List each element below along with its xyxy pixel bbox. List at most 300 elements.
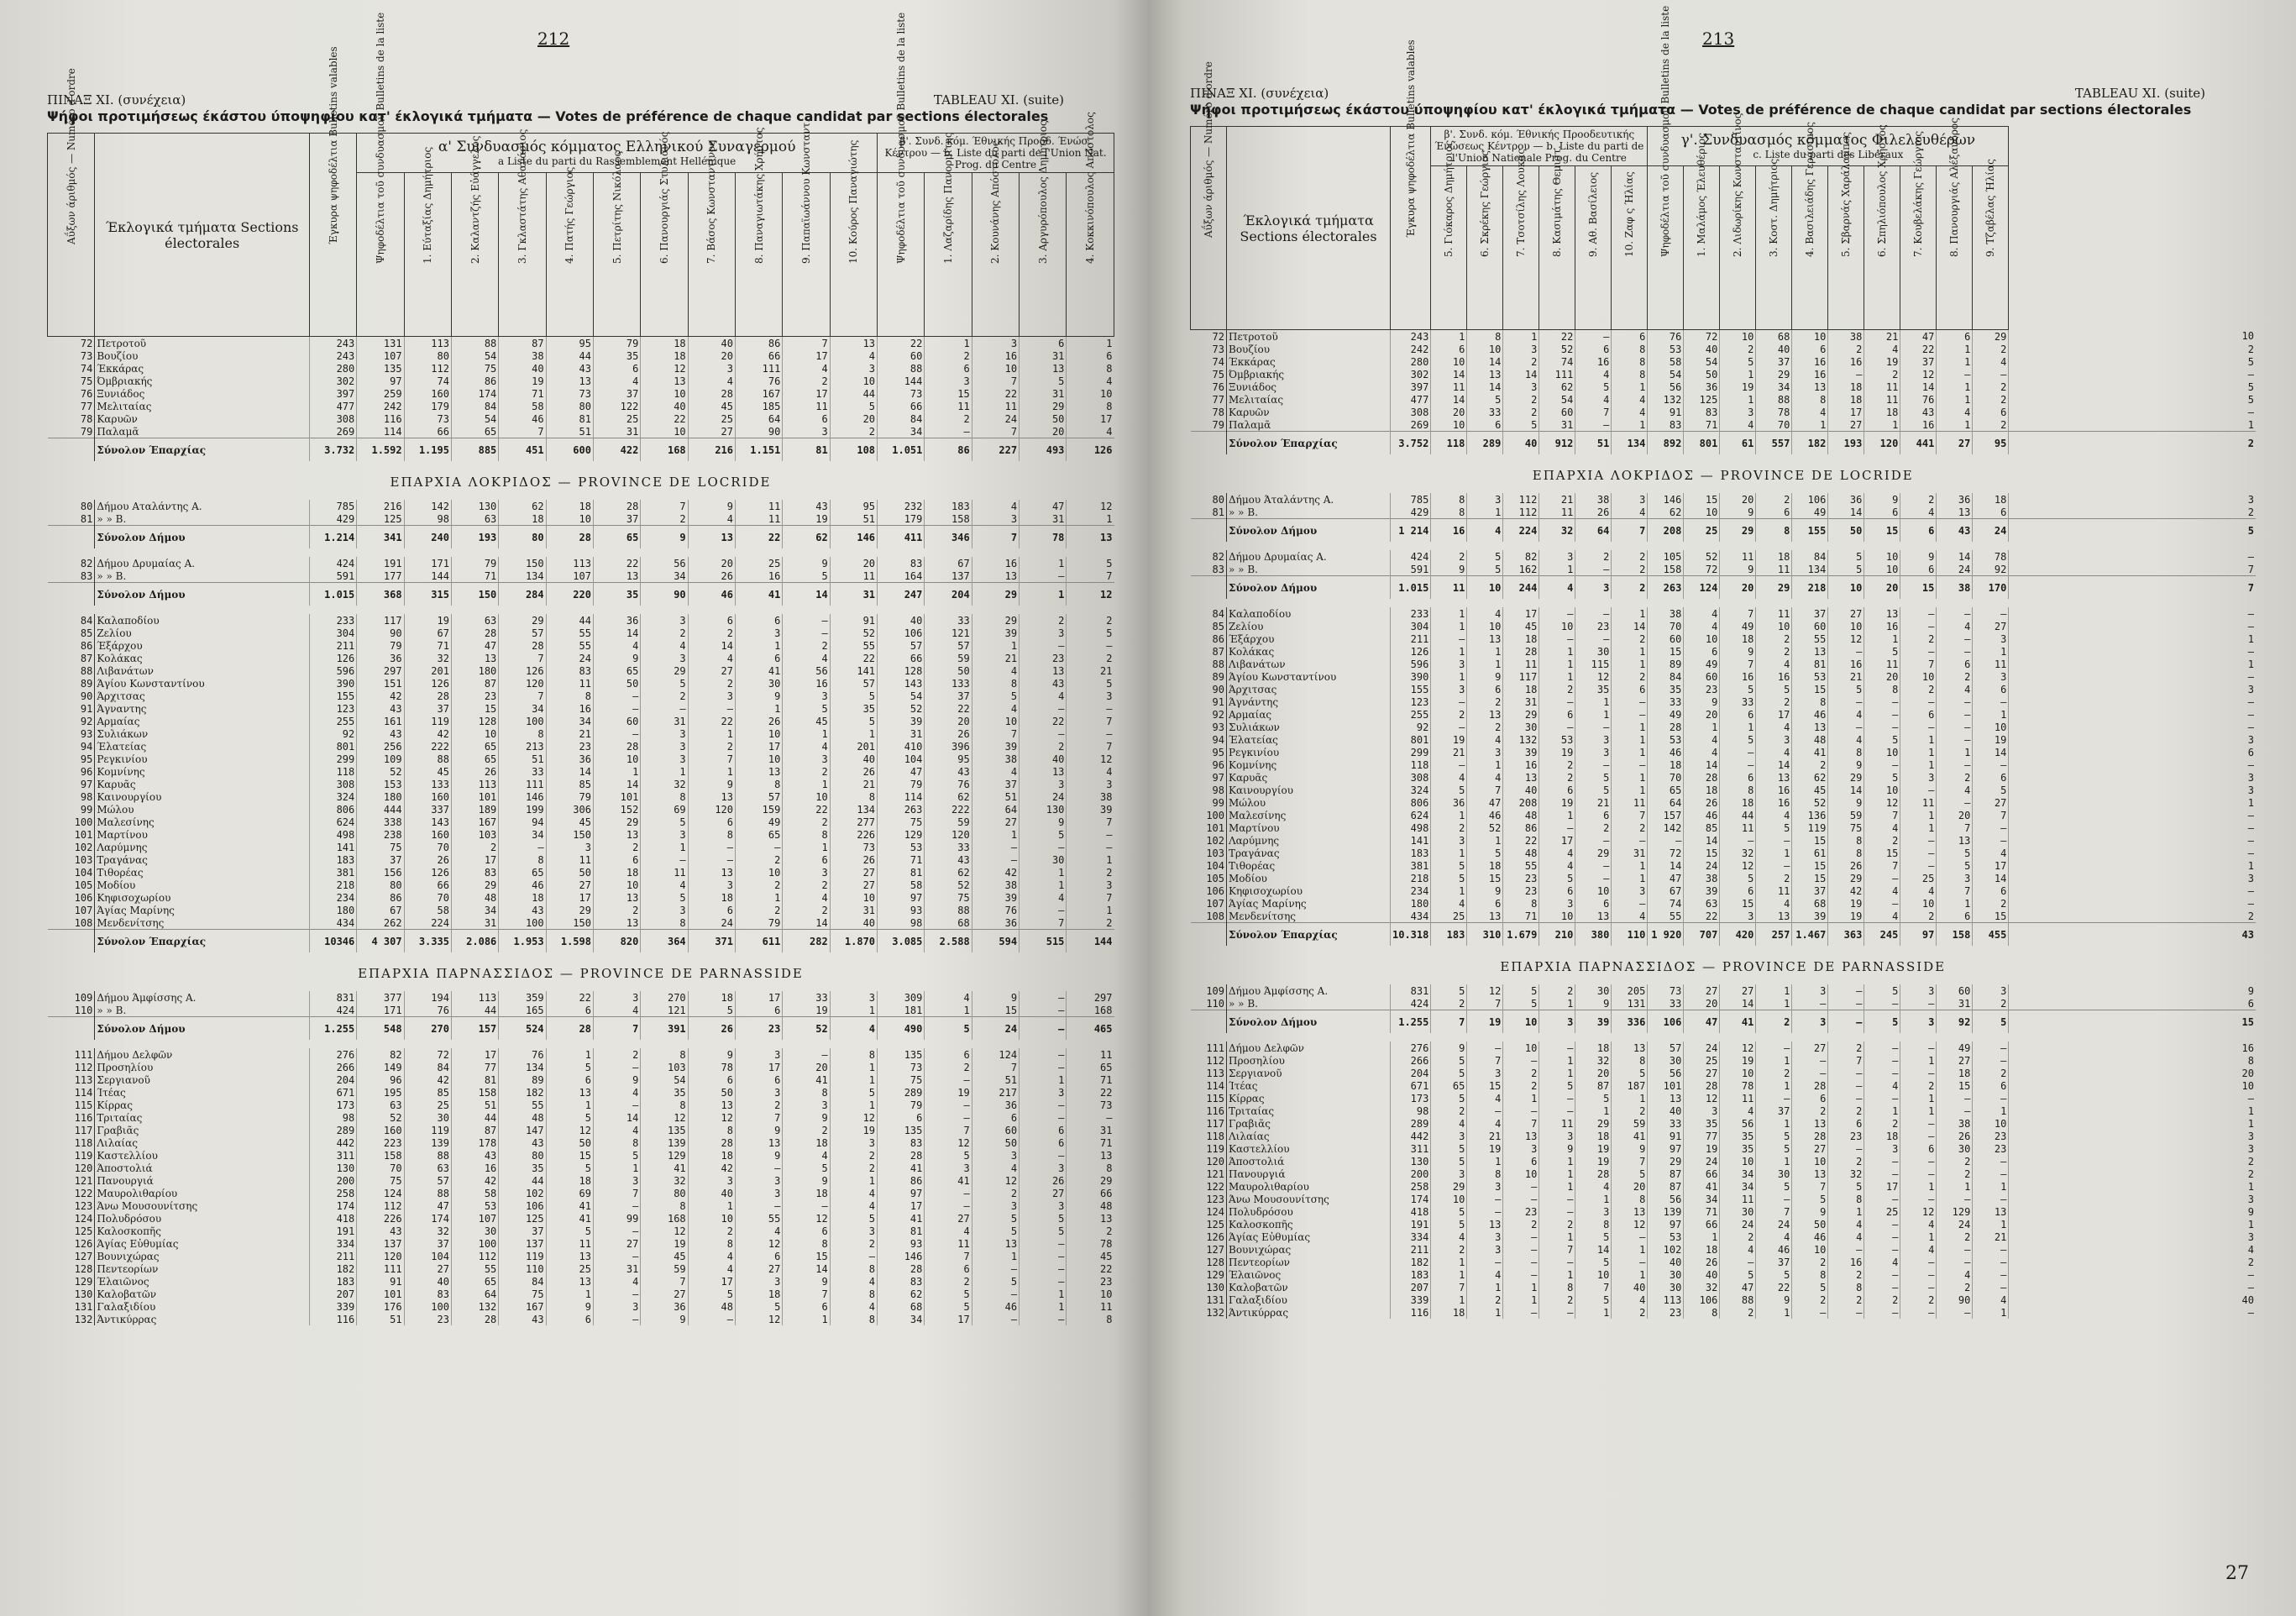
vote-cell: 1 bbox=[1900, 821, 1937, 834]
section-name: » » Β. bbox=[1227, 997, 1391, 1010]
vote-cell: 135 bbox=[641, 1124, 688, 1136]
row-number: 77 bbox=[1191, 393, 1227, 406]
vote-cell: 26 bbox=[736, 715, 783, 727]
row-number: 127 bbox=[48, 1250, 95, 1262]
vote-cell: 2 bbox=[1720, 1306, 1756, 1319]
section-name: Έξάρχου bbox=[1227, 632, 1391, 645]
total-cell: 210 bbox=[1539, 923, 1575, 947]
vote-cell: 4 bbox=[1828, 1218, 1864, 1230]
vote-cell: 87 bbox=[1648, 1180, 1684, 1193]
vote-cell: 13 bbox=[736, 765, 783, 778]
vote-cell: 57 bbox=[925, 639, 972, 652]
total-cell: 336 bbox=[1612, 1010, 1648, 1034]
total-cell: 2 bbox=[1756, 1010, 1792, 1034]
vote-cell: 10 bbox=[1864, 746, 1900, 758]
vote-cell: 33 bbox=[1720, 695, 1756, 708]
vote-cell: 13 bbox=[688, 790, 735, 803]
vote-cell: — bbox=[1612, 1230, 1648, 1243]
vote-cell: 8 bbox=[830, 1048, 877, 1061]
vote-cell: 2 bbox=[972, 1187, 1019, 1199]
section-name: Έκκάρας bbox=[95, 362, 310, 375]
vote-cell: 1 bbox=[1612, 1268, 1648, 1281]
vote-cell: 5 bbox=[1503, 418, 1539, 432]
vote-cell: 1 bbox=[1612, 607, 1648, 620]
vote-cell: 71 bbox=[1067, 1136, 1114, 1149]
vote-cell: 9 bbox=[1900, 550, 1937, 563]
vote-cell: 29 bbox=[972, 614, 1019, 627]
total-cell: 1.953 bbox=[499, 930, 546, 953]
vote-cell: 16 bbox=[1864, 620, 1900, 632]
vote-cell: 12 bbox=[1864, 796, 1900, 809]
vote-cell: — bbox=[593, 727, 640, 740]
vote-cell: 3 bbox=[1612, 493, 1648, 506]
vote-cell: 4 bbox=[641, 639, 688, 652]
column-header: 9. Αθ. Βασίλειος bbox=[1575, 166, 1612, 330]
vote-cell: 176 bbox=[357, 1300, 404, 1313]
vote-cell: 113 bbox=[1648, 1293, 1684, 1306]
vote-cell: 22 bbox=[1539, 330, 1575, 344]
vote-cell: — bbox=[2009, 645, 2256, 658]
vote-cell: 139 bbox=[404, 1136, 451, 1149]
vote-cell: 136 bbox=[1792, 809, 1828, 821]
vote-cell: — bbox=[1467, 1205, 1503, 1218]
table-row bbox=[1191, 1218, 2257, 1230]
vote-cell: 4 bbox=[1864, 821, 1900, 834]
vote-cell: 18 bbox=[1503, 632, 1539, 645]
vote-cell: 5 bbox=[830, 400, 877, 412]
vote-cell: — bbox=[1612, 897, 1648, 910]
total-cell: 441 bbox=[1900, 432, 1937, 455]
vote-cell: — bbox=[1575, 418, 1612, 432]
section-name: Καστελλίου bbox=[95, 1149, 310, 1162]
vote-cell: 6 bbox=[1539, 784, 1575, 796]
vote-cell: 7 bbox=[1067, 816, 1114, 828]
table-row bbox=[1191, 1054, 2257, 1067]
vote-cell: 2 bbox=[1431, 821, 1467, 834]
table-row bbox=[48, 690, 1114, 702]
table-row bbox=[1191, 746, 2257, 758]
vote-cell: 144 bbox=[404, 569, 451, 583]
vote-cell: 11 bbox=[546, 853, 593, 866]
vote-cell: 72 bbox=[1684, 330, 1720, 344]
vote-cell: 2 bbox=[1900, 1079, 1937, 1092]
vote-cell: 24 bbox=[546, 652, 593, 664]
vote-cell: 18 bbox=[1720, 632, 1756, 645]
vote-cell: 7 bbox=[1067, 891, 1114, 904]
vote-cell: 17 bbox=[1539, 834, 1575, 847]
vote-cell: 29 bbox=[1020, 400, 1067, 412]
vote-cell: 3 bbox=[2009, 1193, 2256, 1205]
vote-cell: 306 bbox=[546, 803, 593, 816]
caption-greek: ΠΙΝΑΞ XI. (συνέχεια) bbox=[1190, 86, 1329, 101]
spacer bbox=[1191, 599, 2257, 607]
vote-cell: 424 bbox=[309, 1004, 356, 1017]
column-header: 7. Κουβελάκης Γεώργιος bbox=[1900, 166, 1937, 330]
vote-cell: 12 bbox=[1900, 368, 1937, 380]
vote-cell: — bbox=[1900, 645, 1937, 658]
vote-cell: — bbox=[1973, 1281, 2009, 1293]
vote-cell: 24 bbox=[1020, 790, 1067, 803]
vote-cell: — bbox=[1539, 1104, 1575, 1117]
total-cell: 263 bbox=[1648, 576, 1684, 600]
vote-cell: 263 bbox=[878, 803, 925, 816]
vote-cell: 4 bbox=[1020, 891, 1067, 904]
table-row bbox=[1191, 645, 2257, 658]
vote-cell: 226 bbox=[830, 828, 877, 841]
vote-cell: 3 bbox=[736, 627, 783, 639]
vote-cell: — bbox=[1900, 1167, 1937, 1180]
vote-cell: 44 bbox=[546, 614, 593, 627]
vote-cell: 8 bbox=[1431, 506, 1467, 519]
vote-cell: 289 bbox=[878, 1086, 925, 1099]
vote-cell: 77 bbox=[451, 1061, 498, 1073]
vote-cell: 12 bbox=[972, 1174, 1019, 1187]
vote-cell: 14 bbox=[1828, 506, 1864, 519]
row-number: 101 bbox=[48, 828, 95, 841]
vote-cell: 66 bbox=[1684, 1167, 1720, 1180]
vote-cell: 806 bbox=[309, 803, 356, 816]
vote-cell: 266 bbox=[309, 1061, 356, 1073]
total-cell: 224 bbox=[1503, 519, 1539, 543]
vote-cell: 1 bbox=[2009, 658, 2256, 670]
table-row bbox=[1191, 632, 2257, 645]
vote-cell: 117 bbox=[1503, 670, 1539, 683]
section-name: Άρχιτσας bbox=[1227, 683, 1391, 695]
vote-cell: 80 bbox=[357, 879, 404, 891]
table-row bbox=[48, 1149, 1114, 1162]
table-row bbox=[1191, 1117, 2257, 1130]
vote-cell: 3 bbox=[1467, 1180, 1503, 1193]
vote-cell: 4 bbox=[1864, 343, 1900, 355]
total-cell: 244 bbox=[1503, 576, 1539, 600]
vote-cell: 14 bbox=[1612, 620, 1648, 632]
vote-cell: 338 bbox=[357, 816, 404, 828]
vote-cell: 5 bbox=[2009, 393, 2256, 406]
vote-cell: 10 bbox=[1900, 670, 1937, 683]
section-name: Σεργιανοῦ bbox=[95, 1073, 310, 1086]
vote-cell: — bbox=[1900, 859, 1937, 872]
total-cell: 120 bbox=[1864, 432, 1900, 455]
vote-cell: 116 bbox=[1391, 1306, 1431, 1319]
vote-cell: 17 bbox=[783, 387, 830, 400]
vote-cell: 14 bbox=[1720, 997, 1756, 1010]
column-header: 9. Τζαβέλας Ήλίας bbox=[1973, 166, 2009, 330]
vote-cell: 2 bbox=[1937, 1155, 1973, 1167]
vote-cell: 21 bbox=[1973, 1230, 2009, 1243]
vote-cell: 18 bbox=[1648, 758, 1684, 771]
vote-cell: 37 bbox=[1756, 355, 1792, 368]
vote-cell: 3 bbox=[1575, 1205, 1612, 1218]
vote-cell: 10 bbox=[1792, 330, 1828, 344]
vote-cell: 24 bbox=[1684, 1041, 1720, 1054]
vote-cell: 5 bbox=[546, 1111, 593, 1124]
vote-cell: 10 bbox=[1720, 1067, 1756, 1079]
vote-cell: 33 bbox=[1648, 695, 1684, 708]
vote-cell: 2 bbox=[925, 412, 972, 425]
total-cell: 81 bbox=[783, 438, 830, 462]
row-number: 115 bbox=[1191, 1092, 1227, 1104]
vote-cell: 27 bbox=[830, 866, 877, 879]
vote-cell: 67 bbox=[357, 904, 404, 916]
vote-cell: 785 bbox=[1391, 493, 1431, 506]
vote-cell: 204 bbox=[1391, 1067, 1431, 1079]
vote-cell: 13 bbox=[1067, 1212, 1114, 1225]
vote-cell: 65 bbox=[451, 1275, 498, 1288]
caption-french: TABLEAU XI. (suite) bbox=[2074, 86, 2205, 101]
vote-cell: 15 bbox=[1973, 910, 2009, 923]
vote-cell: 165 bbox=[499, 1004, 546, 1017]
vote-cell: 150 bbox=[546, 916, 593, 930]
vote-cell: 1 bbox=[1612, 771, 1648, 784]
column-header: 8. Κασιμάτης Θεμιστ. bbox=[1539, 166, 1575, 330]
vote-cell: 12 bbox=[830, 1111, 877, 1124]
total-cell: 5 bbox=[1973, 1010, 2009, 1034]
vote-cell: 18 bbox=[1937, 1067, 1973, 1079]
vote-cell: 12 bbox=[1720, 1041, 1756, 1054]
vote-cell: 9 bbox=[1828, 758, 1864, 771]
total-cell: 820 bbox=[593, 930, 640, 953]
vote-cell: 6 bbox=[688, 904, 735, 916]
vote-cell: 3 bbox=[641, 753, 688, 765]
vote-cell: — bbox=[1864, 997, 1900, 1010]
vote-cell: 3 bbox=[1864, 1142, 1900, 1155]
vote-cell: 34 bbox=[499, 828, 546, 841]
vote-cell: 103 bbox=[641, 1061, 688, 1073]
vote-cell: 47 bbox=[1648, 872, 1684, 884]
table-row bbox=[1191, 758, 2257, 771]
section-name: Μαλεσίνης bbox=[1227, 809, 1391, 821]
section-name: Λαρύμνης bbox=[1227, 834, 1391, 847]
vote-cell: 11 bbox=[1720, 1092, 1756, 1104]
section-name: Ρεγκινίου bbox=[1227, 746, 1391, 758]
vote-cell: 141 bbox=[309, 841, 356, 853]
vote-cell: 50 bbox=[1020, 412, 1067, 425]
vote-cell: — bbox=[1973, 1243, 2009, 1256]
vote-cell: 671 bbox=[1391, 1079, 1431, 1092]
vote-cell: 29 bbox=[1828, 872, 1864, 884]
vote-cell: 71 bbox=[404, 639, 451, 652]
vote-cell: 2 bbox=[783, 1124, 830, 1136]
table-row bbox=[48, 879, 1114, 891]
vote-cell: 10 bbox=[1431, 1193, 1467, 1205]
vote-cell: 44 bbox=[451, 1111, 498, 1124]
vote-cell: 6 bbox=[1900, 708, 1937, 721]
vote-cell: 4 bbox=[783, 652, 830, 664]
section-name: Άνω Μουσουνίτσης bbox=[1227, 1193, 1391, 1205]
section-name: Άγίας Εὐθυμίας bbox=[1227, 1230, 1391, 1243]
table-row bbox=[1191, 658, 2257, 670]
vote-cell: 13 bbox=[1792, 1167, 1828, 1180]
vote-cell: 66 bbox=[878, 400, 925, 412]
row-number bbox=[48, 526, 95, 549]
vote-cell: 4 bbox=[593, 1275, 640, 1288]
vote-cell: 2 bbox=[1973, 997, 2009, 1010]
vote-cell: 6 bbox=[1020, 1124, 1067, 1136]
vote-cell: 3 bbox=[1973, 632, 2009, 645]
vote-cell: 15 bbox=[1467, 1079, 1503, 1092]
vote-cell: 7 bbox=[1467, 784, 1503, 796]
vote-cell: 233 bbox=[309, 614, 356, 627]
vote-cell: 9 bbox=[688, 1048, 735, 1061]
vote-cell: — bbox=[593, 702, 640, 715]
vote-cell: 18 bbox=[546, 500, 593, 512]
vote-cell: 44 bbox=[1720, 809, 1756, 821]
section-name: Γαλαξιδίου bbox=[95, 1300, 310, 1313]
vote-cell: 20 bbox=[1864, 670, 1900, 683]
vote-cell: 37 bbox=[1792, 884, 1828, 897]
vote-cell: 60 bbox=[1539, 406, 1575, 418]
section-name: Μελιταίας bbox=[95, 400, 310, 412]
vote-cell: 2 bbox=[783, 904, 830, 916]
vote-cell: 28 bbox=[878, 1262, 925, 1275]
vote-cell: — bbox=[1937, 1256, 1973, 1268]
vote-cell: 1 bbox=[1539, 1167, 1575, 1180]
section-name: Πετροτοῦ bbox=[1227, 330, 1391, 344]
vote-cell: 73 bbox=[1648, 984, 1684, 997]
vote-cell: 97 bbox=[1648, 1142, 1684, 1155]
row-number: 82 bbox=[48, 557, 95, 569]
vote-cell: 1 bbox=[546, 1288, 593, 1300]
vote-cell: — bbox=[736, 1162, 783, 1174]
row-number: 103 bbox=[48, 853, 95, 866]
vote-cell: 498 bbox=[309, 828, 356, 841]
vote-cell: 13 bbox=[1467, 910, 1503, 923]
table-row bbox=[1191, 1067, 2257, 1079]
row-number: 94 bbox=[1191, 733, 1227, 746]
vote-cell: 146 bbox=[878, 1250, 925, 1262]
section-name: Βουνιχώρας bbox=[1227, 1243, 1391, 1256]
vote-cell: 1 bbox=[1612, 658, 1648, 670]
vote-cell: 2 bbox=[1900, 910, 1937, 923]
header-group-a: α' Συνδυασμός κόμματος Ελληνικού Συναγερμού a Liste du parti du Rassemblement Hellénique bbox=[357, 134, 878, 173]
vote-cell: 16 bbox=[1756, 796, 1792, 809]
vote-cell: — bbox=[1431, 721, 1467, 733]
table-row bbox=[1191, 708, 2257, 721]
vote-cell: 12 bbox=[641, 362, 688, 375]
vote-cell: 297 bbox=[1067, 991, 1114, 1004]
vote-cell: 211 bbox=[1391, 1243, 1431, 1256]
section-name: Κηφισοχωρίου bbox=[1227, 884, 1391, 897]
vote-cell: 39 bbox=[972, 740, 1019, 753]
vote-cell: 5 bbox=[1720, 355, 1756, 368]
vote-cell: 32 bbox=[404, 652, 451, 664]
vote-cell: 424 bbox=[1391, 997, 1431, 1010]
vote-cell: 13 bbox=[1792, 721, 1828, 733]
vote-cell: — bbox=[783, 614, 830, 627]
total-cell: 90 bbox=[641, 583, 688, 606]
vote-cell: 4 bbox=[1864, 1079, 1900, 1092]
vote-cell: 10 bbox=[1792, 1155, 1828, 1167]
vote-cell: 31 bbox=[830, 904, 877, 916]
vote-cell: 2 bbox=[1503, 393, 1539, 406]
vote-cell: — bbox=[1431, 695, 1467, 708]
vote-cell: 13 bbox=[546, 1250, 593, 1262]
vote-cell: 2 bbox=[1467, 721, 1503, 733]
vote-cell: 2 bbox=[593, 841, 640, 853]
vote-cell: 2 bbox=[1612, 1104, 1648, 1117]
vote-cell: 6 bbox=[1575, 343, 1612, 355]
vote-cell: — bbox=[1864, 1054, 1900, 1067]
vote-cell: — bbox=[2009, 620, 2256, 632]
vote-cell: 5 bbox=[830, 1212, 877, 1225]
vote-cell: 9 bbox=[1575, 997, 1612, 1010]
vote-cell: 4 bbox=[1612, 910, 1648, 923]
vote-cell: 4 bbox=[783, 362, 830, 375]
vote-cell: 49 bbox=[1937, 1041, 1973, 1054]
vote-cell: 43 bbox=[357, 1225, 404, 1237]
vote-cell: 41 bbox=[1792, 746, 1828, 758]
vote-cell: — bbox=[1575, 330, 1612, 344]
total-cell: 364 bbox=[641, 930, 688, 953]
vote-cell: 10 bbox=[1792, 1243, 1828, 1256]
vote-cell: 32 bbox=[641, 1174, 688, 1187]
vote-cell: 10 bbox=[736, 727, 783, 740]
vote-cell: 39 bbox=[1067, 803, 1114, 816]
vote-cell: 15 bbox=[451, 702, 498, 715]
vote-cell: — bbox=[1539, 1092, 1575, 1104]
vote-cell: 7 bbox=[972, 727, 1019, 740]
vote-cell: 11 bbox=[1973, 658, 2009, 670]
total-cell: 4 bbox=[1539, 576, 1575, 600]
vote-cell: 10 bbox=[1431, 355, 1467, 368]
total-cell: 1.151 bbox=[736, 438, 783, 462]
vote-cell: 4 bbox=[1684, 746, 1720, 758]
vote-cell: 10 bbox=[1067, 1288, 1114, 1300]
vote-cell: 36 bbox=[641, 1300, 688, 1313]
table-row bbox=[1191, 1306, 2257, 1319]
vote-cell: 4 bbox=[830, 349, 877, 362]
vote-cell: 35 bbox=[641, 1086, 688, 1099]
vote-cell: 88 bbox=[451, 337, 498, 350]
vote-cell: 12 bbox=[1067, 753, 1114, 765]
vote-cell: 4 bbox=[1467, 1268, 1503, 1281]
column-header: 3. Κοστ. Δημήτριος bbox=[1756, 166, 1792, 330]
total-cell: 64 bbox=[1575, 519, 1612, 543]
vote-cell: 6 bbox=[1539, 708, 1575, 721]
vote-cell: 149 bbox=[357, 1061, 404, 1073]
vote-cell: 10 bbox=[1575, 884, 1612, 897]
spacer bbox=[48, 548, 1114, 557]
vote-cell: 4 bbox=[1539, 847, 1575, 859]
page-number: 212 bbox=[537, 29, 570, 49]
vote-cell: 4 bbox=[1756, 1230, 1792, 1243]
vote-cell: 81 bbox=[878, 866, 925, 879]
table-row bbox=[48, 1086, 1114, 1099]
vote-cell: 43 bbox=[451, 1149, 498, 1162]
vote-cell: 167 bbox=[499, 1300, 546, 1313]
column-header: 8. Πανουργιάς Αλέξανδρος bbox=[1937, 166, 1973, 330]
vote-cell: 2 bbox=[1020, 740, 1067, 753]
section-name: Λιλαίας bbox=[1227, 1130, 1391, 1142]
vote-cell: 121 bbox=[641, 1004, 688, 1017]
table-row bbox=[1191, 872, 2257, 884]
vote-cell: 2 bbox=[736, 879, 783, 891]
vote-cell: 121 bbox=[925, 627, 972, 639]
vote-cell: 40 bbox=[830, 753, 877, 765]
vote-cell: — bbox=[2009, 834, 2256, 847]
row-number: 130 bbox=[1191, 1281, 1227, 1293]
vote-cell: 13 bbox=[736, 1136, 783, 1149]
total-cell: 4 bbox=[1467, 519, 1503, 543]
vote-cell: 6 bbox=[1900, 1142, 1937, 1155]
vote-cell: 7 bbox=[1067, 715, 1114, 727]
vote-cell: 6 bbox=[1900, 563, 1937, 576]
vote-cell: 82 bbox=[1503, 550, 1539, 563]
vote-cell: 4 bbox=[1937, 1268, 1973, 1281]
vote-cell: 258 bbox=[309, 1187, 356, 1199]
vote-cell: — bbox=[1503, 1230, 1539, 1243]
table-row bbox=[1191, 1167, 2257, 1180]
